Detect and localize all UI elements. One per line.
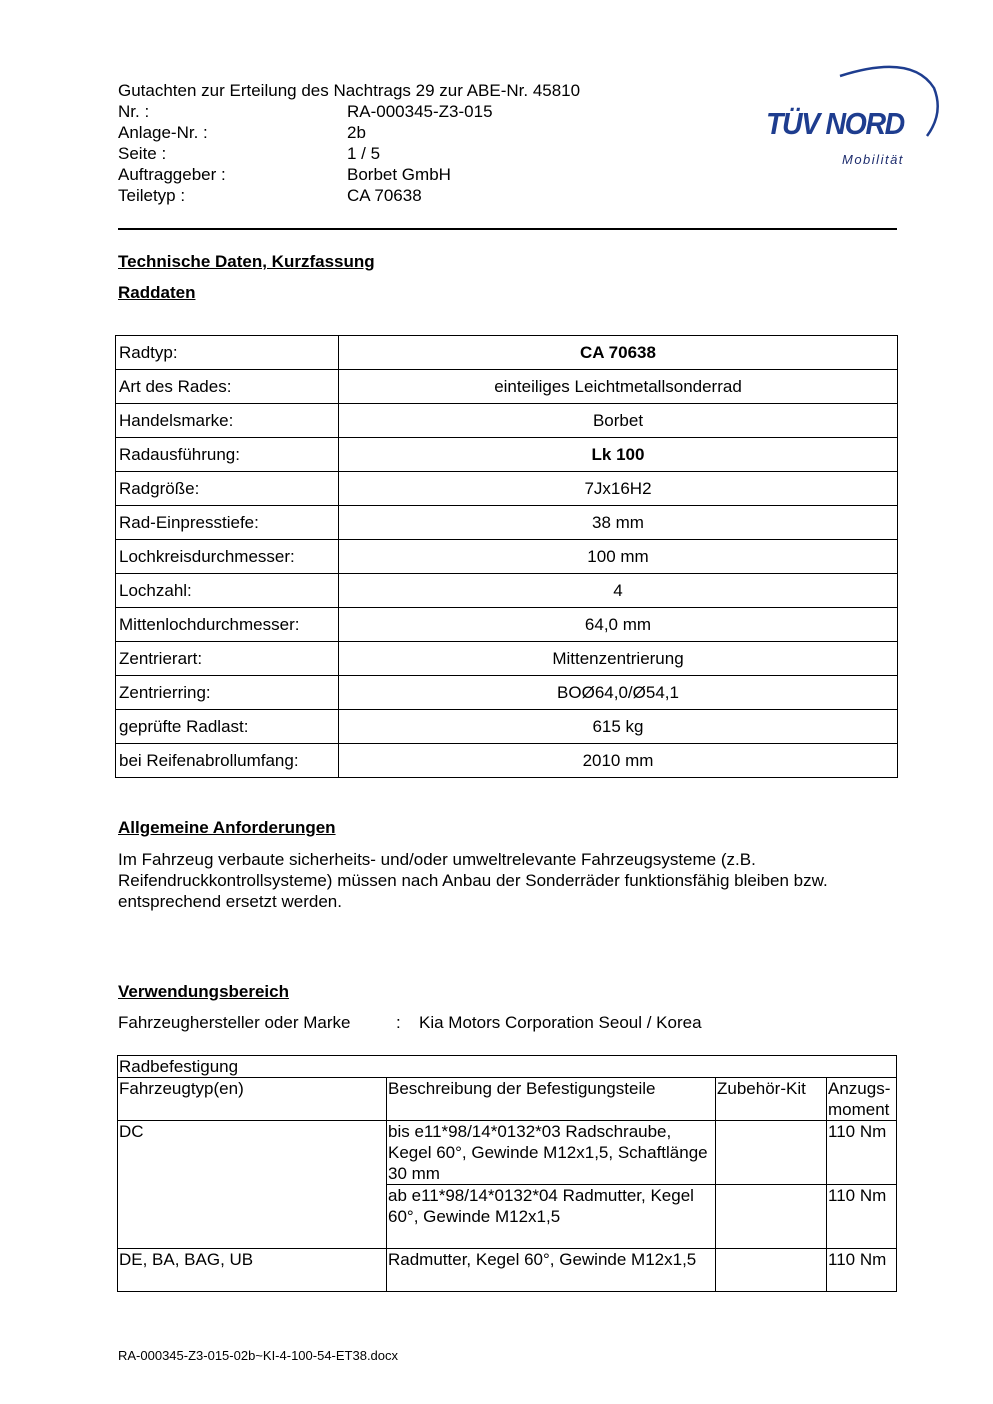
document-header <box>118 80 580 206</box>
radbefestigung-table <box>117 1055 897 1292</box>
heading-allgemeine-anforderungen: Allgemeine Anforderungen <box>118 818 336 837</box>
document-title: Gutachten zur Erteilung des Nachtrags 29 zur ABE-Nr. 45810 <box>118 81 581 100</box>
table-row: Mittenlochdurchmesser: 64,0 mm <box>116 608 898 642</box>
hersteller-separator: : <box>396 1013 401 1032</box>
footer-filename: RA-000345-Z3-015-02b~KI-4-100-54-ET38.docx <box>118 1348 399 1363</box>
heading-raddaten: Raddaten <box>118 283 196 302</box>
table-row: Lochzahl: 4 <box>116 574 898 608</box>
heading-verwendungsbereich: Verwendungsbereich <box>118 982 289 1001</box>
table-row: Zentrierring: BOØ64,0/Ø54,1 <box>116 676 898 710</box>
allgemeine-text: Im Fahrzeug verbaute sicherheits- und/oder umweltrelevante Fahrzeugsysteme (z.B. Reifendruckkontrollsysteme) müssen nach Anbau der Sonderräder funktionsfähig bleiben bzw. entsprechend ersetzt werden. <box>118 850 828 911</box>
table-row: bei Reifenabrollumfang: 2010 mm <box>116 744 898 778</box>
table-row: Radtyp: CA 70638 <box>116 336 898 370</box>
table-row: Handelsmarke: Borbet <box>116 404 898 438</box>
table-row: Zentrierart: Mittenzentrierung <box>116 642 898 676</box>
table-header-row: Fahrzeugtyp(en) Beschreibung der Befestigungsteile Zubehör-Kit Anzugs-moment <box>118 1078 897 1121</box>
hersteller-label: Fahrzeughersteller oder Marke <box>118 1013 351 1032</box>
table-row: Lochkreisdurchmesser: 100 mm <box>116 540 898 574</box>
header-row-seite: Seite : 1 / 5 <box>118 144 381 163</box>
header-row-anlage: Anlage-Nr. : 2b <box>118 123 366 142</box>
header-divider <box>118 228 897 230</box>
header-row-teiletyp: Teiletyp : CA 70638 <box>118 186 422 205</box>
raddaten-table <box>115 335 898 778</box>
logo-subtitle: Mobilität <box>842 152 904 167</box>
logo-name: TÜV NORD <box>766 106 904 141</box>
table-row: Art des Rades: einteiliges Leichtmetallsonderrad <box>116 370 898 404</box>
table-row: Radausführung: Lk 100 <box>116 438 898 472</box>
heading-technische-daten: Technische Daten, Kurzfassung <box>118 252 375 271</box>
table-row: ab e11*98/14*0132*04 Radmutter, Kegel 60°, Gewinde M12x1,5 110 Nm <box>118 1185 897 1249</box>
table-row: Rad-Einpresstiefe: 38 mm <box>116 506 898 540</box>
hersteller-value: Kia Motors Corporation Seoul / Korea <box>419 1013 702 1032</box>
table-row: DC bis e11*98/14*0132*03 Radschraube, Kegel 60°, Gewinde M12x1,5, Schaftlänge 30 mm 110 Nm <box>118 1121 897 1185</box>
table-title-row: Radbefestigung <box>118 1056 897 1078</box>
table-row: geprüfte Radlast: 615 kg <box>116 710 898 744</box>
header-row-nr: Nr. : RA-000345-Z3-015 <box>118 102 493 121</box>
header-row-auftraggeber: Auftraggeber : Borbet GmbH <box>118 165 451 184</box>
table-row: DE, BA, BAG, UB Radmutter, Kegel 60°, Gewinde M12x1,5 110 Nm <box>118 1249 897 1292</box>
table-row: Radgröße: 7Jx16H2 <box>116 472 898 506</box>
tuv-nord-logo <box>762 58 942 173</box>
